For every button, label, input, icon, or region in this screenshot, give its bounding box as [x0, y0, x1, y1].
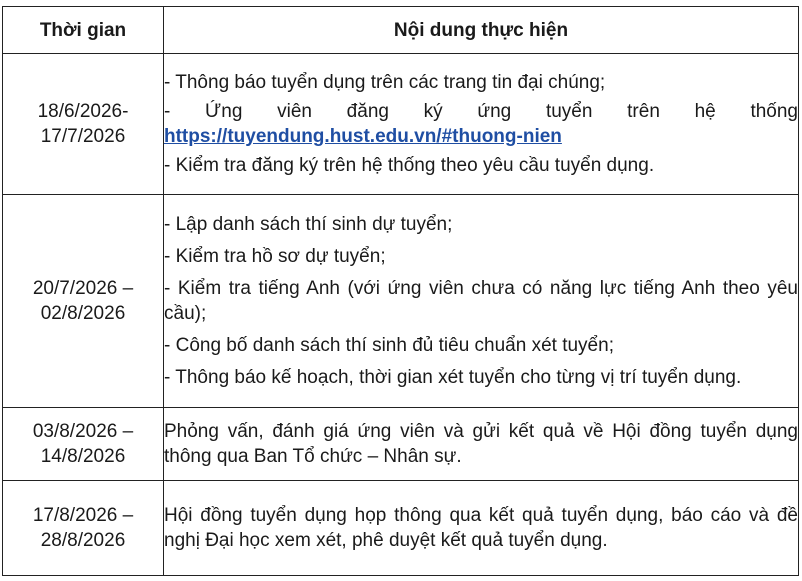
- time-cell: [3, 481, 164, 576]
- list-item: Phỏng vấn, đánh giá ứng viên và gửi kết quả về Hội đồng tuyển dụng thông qua Ban Tổ chức – Nhân sự.: [164, 421, 798, 467]
- time-cell: [3, 195, 164, 408]
- table-row: [3, 195, 799, 408]
- table-row: [3, 54, 799, 195]
- list-item: - Thông báo tuyển dụng trên các trang tin đại chúng;: [164, 72, 606, 93]
- content-cell: [164, 54, 799, 195]
- list-item-text: - Ứng viên đăng ký ứng tuyển trên hệ thống: [164, 101, 798, 122]
- header-content: Nội dung thực hiện: [164, 7, 799, 54]
- list-item: - Kiểm tra tiếng Anh (với ứng viên chưa có năng lực tiếng Anh theo yêu cầu);: [164, 278, 798, 324]
- list-item: - Kiểm tra đăng ký trên hệ thống theo yêu cầu tuyển dụng.: [164, 155, 655, 176]
- header-row: [3, 7, 799, 54]
- time-start: 17/8/2026 –: [32, 505, 134, 526]
- time-end: 14/8/2026: [40, 446, 126, 467]
- list-item: - Thông báo kế hoạch, thời gian xét tuyển cho từng vị trí tuyển dụng.: [164, 367, 742, 388]
- time-start: 03/8/2026 –: [32, 421, 134, 442]
- list-item: Hội đồng tuyển dụng họp thông qua kết quả tuyển dụng, báo cáo và đề nghị Đại học xem xét, phê duyệt kết quả tuyển dụng.: [164, 505, 798, 551]
- registration-link[interactable]: https://tuyendung.hust.edu.vn/#thuong-nien: [164, 126, 562, 147]
- time-end: 17/7/2026: [40, 126, 126, 147]
- time-end: 28/8/2026: [40, 530, 126, 551]
- recruitment-schedule-table: [2, 6, 799, 576]
- content-cell: [164, 195, 799, 408]
- table-row: [3, 408, 799, 481]
- table-row: [3, 481, 799, 576]
- time-cell: [3, 408, 164, 481]
- time-start: 20/7/2026 –: [32, 278, 134, 299]
- list-item: - Lập danh sách thí sinh dự tuyển;: [164, 214, 453, 235]
- list-item: - Công bố danh sách thí sinh đủ tiêu chuẩn xét tuyển;: [164, 335, 614, 356]
- content-cell: [164, 408, 799, 481]
- list-item: - Kiểm tra hồ sơ dự tuyển;: [164, 246, 386, 267]
- time-start: 18/6/2026-: [37, 101, 129, 122]
- time-end: 02/8/2026: [40, 303, 126, 324]
- list-item-with-link: [164, 99, 798, 149]
- content-cell: [164, 481, 799, 576]
- header-time: Thời gian: [3, 7, 164, 54]
- time-cell: [3, 54, 164, 195]
